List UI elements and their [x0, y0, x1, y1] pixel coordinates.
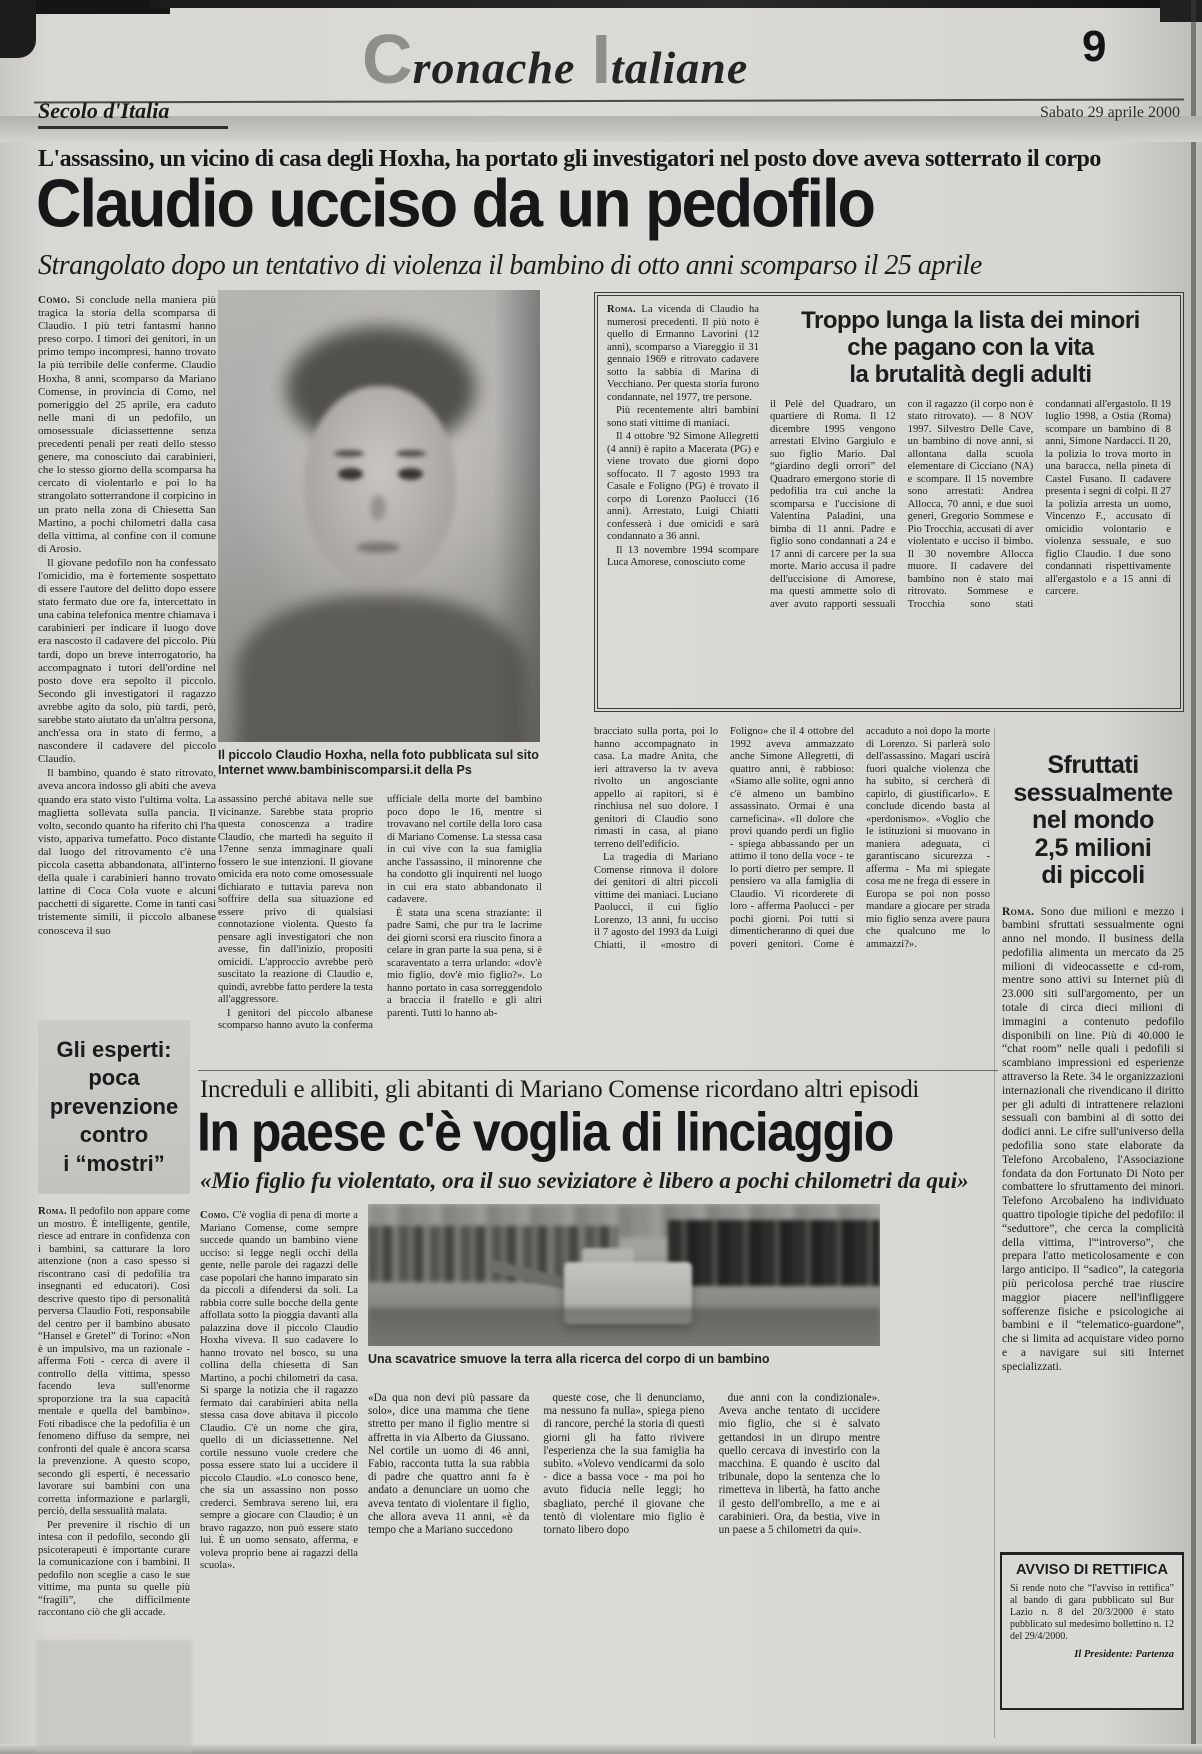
lead-subhead: Strangolato dopo un tentativo di violenza il bambino di otto anni scomparso il 25 aprile — [38, 250, 982, 281]
dateline: Roma. — [1002, 905, 1035, 918]
article-paragraph — [38, 294, 216, 556]
box-column-1 — [607, 304, 759, 700]
notice-body: Si rende noto che “l'avviso in rettifica” al bando di gara pubblicato sul Bur Lazio n. 8 del 20/3/2000 è stato pubblicato sul medesimo bollettino n. 12 del 29/4/2000. — [1010, 1583, 1174, 1642]
lead-article-column-1 — [38, 294, 216, 1006]
dateline: Como. — [200, 1210, 230, 1221]
scan-artifact — [150, 0, 1202, 8]
victim-photo — [218, 290, 540, 742]
article-paragraph: I genitori del piccolo albanese scomparso hanno avuto la conferma ufficiale della morte del bambino poco dopo le 16, mentre si trovavano nel cortile della loro casa di Mariano Comense. La stessa casa in cui vive con la sua famiglia anche l'assassino, il minorenne che ha condotto gli inquirenti nel luogo in cui era stato abbandonato il cadavere. — [218, 794, 542, 1031]
article-paragraph: bracciato sulla porta, poi lo hanno accompagnato in casa. La madre Anita, che ieri attraverso la tv aveva rivolto un angosciante appello ai rapitori, si è rinchiusa nel suo dolore. I genitori di Claudio sono rimasti in casa, al piano terreno dell'edificio. — [594, 726, 718, 850]
section-divider-rule — [198, 1070, 998, 1071]
photo-shadow — [494, 290, 540, 742]
paragraph-text: Il pedofilo non appare come un mostro. È intelligente, gentile, riesce ad entrare in confidenza con i bambini, sa catturare la loro attenzione (non a caso spesso si riscontrano casi di pedofilia tra insegnanti ed educatori). Così descrive questo tipo di personalità perversa Claudio Foti, responsabile del centro per il bambino abusato “Hansel e Gretel” di Torino: «Non è un impulsivo, ma un razionale - afferma Foti - cerca di avere il controllo della vittima, spesso facendo leva sull'enorme sproporzione tra la sua capacità mentale e quella del bambino». Foti ribadisce che la pedofilia è un fenomeno diffuso da sempre, nei confronti del quale è ancora scarsa la prevenzione. A questo scopo, secondo gli esperti, è necessario lavorare sui bambini con una corretta informazione e parlargli, perciò, della sessualità malata. — [38, 1206, 190, 1517]
scan-artifact — [1191, 0, 1196, 1754]
box-right-area — [770, 304, 1171, 700]
article-paragraph: due anni con la condizionale». Aveva anche tentato di uccidere mio figlio, che si è salvato gettandosi in un dirupo mentre quello cercava di investirlo con la macchina. E quando è uscito dal tribunale, dopo la sentenza che lo rimetteva in libertà, ha fatto anche il gesto dell'ombrello, a me e ai carabinieri. Ora, da bestia, vive in un paese a 5 chilometri da qui». — [718, 1392, 880, 1537]
section-title-word2: taliane — [610, 42, 749, 93]
article-paragraph: «Da qua non devi più passare da solo», dice una mamma che tiene stretto per mano il figlio mentre si affretta in via Alberto da Giussano. Nel cortile un uomo di 46 anni, Fabio, racconta tutta la sua rabbia di padre che quattro anni fa è andato a denunciare un uomo che aveva tentato di violentare il figlio, che allora aveva 11 anni, «è da tempo che a Mariano succedono — [368, 1392, 530, 1537]
excavator-photo — [368, 1204, 880, 1346]
section-title-word1: ronache — [412, 42, 576, 93]
box-headline-line: la brutalità degli adulti — [849, 360, 1092, 388]
article-paragraph — [200, 1210, 358, 1573]
column-rule — [994, 728, 995, 1738]
ground-shape — [368, 1308, 880, 1346]
article-paragraph: Il bambino, quando è stato ritrovato, aveva ancora indosso gli abiti che aveva quando era stato visto l'ultima volta. La maglietta sollevata sulla pancia. Il volto, secondo quanto ha riferito chi l'ha visto, appariva tumefatto. Poco distante dal luogo del ritrovamento c'è una piccola casetta abbandonata, all'interno della quale i carabinieri hanno trovato lattine di Coca Cola vuote e alcuni pacchetti di sigarette. Come in tanti casi tristemente simili, il piccolo albanese conosceva il suo — [38, 767, 216, 937]
experts-title-line: poca — [88, 1065, 140, 1091]
article-paragraph: assassino perché abitava nelle sue vicinanze. Sarebbe stata proprio questa conoscenza a tradire Claudio, che martedì ha seguito il 17enne senza immaginare quali fossero le sue intenzioni. Il giovane omicida era noto come omosessuale dichiarato e tuttavia pareva non soffrire della sua situazione ed essere privo di qualsiasi connotazione violenta. Questo fa pensare agli investigatori che non avesse, fin dall'inizio, propositi omicidi. L'approccio avrebbe però suscitato la reazione di Claudio e, quindi, avrebbe fatto perdere la testa all'aggressore. — [218, 794, 373, 1005]
experts-title-line: Gli esperti: — [56, 1036, 172, 1062]
box-body-columns — [770, 399, 1171, 700]
boy-face-shape — [304, 386, 456, 584]
paragraph-text: La vicenda di Claudio ha numerosi precedenti. Il più noto è quello di Ermanno Lavorini (12 anni), scomparso a Viareggio il 31 gennaio 1969 e ritrovato cadavere sotto la sabbia di Marina di Vecchiano. Per questa storia furono condannate, nel 1977, tre persone. — [607, 304, 759, 403]
victim-photo-caption: Il piccolo Claudio Hoxha, nella foto pubblicata sul sito Internet www.bambiniscomparsi.it della Ps — [218, 748, 539, 777]
experts-box-title — [38, 1020, 190, 1194]
article-paragraph: La tragedia di Mariano Comense rinnova il dolore dei genitori di altri piccoli vittime dei maniaci. Luciano Paolucci, il cui figlio Lorenzo, 13 anni, fu ucciso il 7 agosto del 1993 da Luigi Chiatti, il «mostro di Foligno» che il 4 ottobre del 1992 aveva ammazzato anche Simone Allegretti, di quattro anni, è rabbioso: «Siamo alle solite, ogni anno c'è almeno un bambino assassinato. Ormai è una carneficina». «Il dolore che provi quando perdi un figlio - spiega abbassando per un attimo il tono della voce - te lo porti dietro per sempre. Il pensiero va alla famiglia di Claudio. Vi ricorderete di loro - afferma Paolucci - per pochi giorni. Poi tutti si dimenticheranno di quei due poveri genitori. Come è accaduto a noi dopo la morte di Lorenzo. Si parlerà solo dell'assassino. Magari uscirà fuori qualche violenza che ha subìto, si cercherà di capirlo, di giustificarlo». E conclude dicendo basta al «perdonismo». «Voglio che le istituzioni si muovano in maniera adeguata, ci garantiscano sicurezza - afferma - Ma mi spiegate cosa me ne frega di essere in Europa se poi non posso mandare a giocare per strada mio figlio senza avere paura che qualcuno me lo ammazzi?». — [594, 726, 990, 951]
sidebar-title-line: sessualmente — [1013, 778, 1173, 807]
article-paragraph: Il giovane pedofilo non ha confessato l'omicidio, ma è fortemente sospettato di essere l'autore del delitto dopo essere stato fermato due ore fa, intercettato in una cabina telefonica mentre chiamava i carabinieri per indicare il luogo dove era nascosto il cadavere del piccolo. Più tardi, dopo un breve interrogatorio, ha accompagnato i tutori dell'ordine nel posto dove era sepolto il piccolo. Secondo gli investigatori il ragazzo avrebbe agito da solo, più tardi, però, sarebbe stato aiutato da un'altra persona, anch'essa ora in stato di fermo, a nascondere il cadavere del piccolo Claudio. — [38, 556, 216, 766]
boy-eyebrow-shape — [396, 450, 426, 457]
section-title-initial-c: C — [362, 20, 413, 98]
article-paragraph: Più recentemente altri bambini sono stati vittime di maniaci. — [607, 405, 759, 429]
dateline: Como. — [38, 294, 71, 306]
paragraph-text: Sono due milioni e mezzo i bambini sfruttati sessualmente ogni anno nel mondo. Il business della pedofilia alimenta un mercato da 25 milioni di videocassette e cd-rom, mentre sono attivi su Internet più di 23.000 siti sull'argomento, per un totale di circa dieci milioni di immagini a contenuto pedofilo disponibili on line. Più di 40.000 le “chat room” nelle quali i pedofili si scambiano impressioni ed esperienze attraverso la Rete. 34 le organizzazioni internazionali che rivendicano il diritto per gli adulti di intrattenere relazioni sessuali con bambini al di sotto dei dodici anni. Le cifre sull'universo della pedofilia sono state elaborate da Telefono Arcobaleno, l'Associazione fondata da don Fortunato Di Noto per combattere lo sfruttamento dei minori. Telefono Arcobaleno ha individuato quattro tipologie tipiche del pedofilo: il “seduttore”, che cerca la complicità della vittima, l'“introverso”, che prepara l'atto meticolosamente e con largo anticipo. Il “sadico”, la categoria più pericolosa perché trae riuscire maggior piacere nell'infliggere sofferenze fisiche e psicologiche ai bambini e il “telematico-guardone”, che si limita ad acquistare video porno e a navigare sui siti Internet specializzati. — [1002, 905, 1184, 1373]
experts-title-line: contro — [79, 1122, 149, 1148]
sidebar-title-line: 2,5 milioni — [1034, 833, 1152, 862]
paper-nameplate: Secolo d'Italia — [38, 98, 170, 123]
article-paragraph: È stata una scena straziante: il padre Sami, che pur tra le lacrime dei giorni scorsi era riuscito finora a celare in gran parte la sua pena, si è scaraventato a terra urlando: «dov'è mio figlio, dov'è mio figlio?». Lo hanno portato in casa sorreggendolo a braccia il fratello e gli altri parenti. Tutti lo hanno ab- — [387, 907, 542, 1019]
box-headline-line: che pagano con la vita — [847, 333, 1094, 361]
experts-title-line: prevenzione — [49, 1093, 179, 1119]
rectification-notice — [1000, 1552, 1184, 1710]
second-subhead: «Mio figlio fu violentato, ora il suo seviziatore è libero a pochi chilometri da qui» — [200, 1168, 969, 1193]
lead-article-columns-4-6 — [594, 726, 990, 1068]
boy-mouth-shape — [356, 542, 400, 553]
sidebar-body — [1002, 906, 1184, 1516]
sidebar-title — [1002, 752, 1184, 890]
scan-smudge — [36, 1640, 192, 1752]
box-headline-line: Troppo lunga la lista dei minori — [801, 307, 1140, 334]
paragraph-text: Si conclude nella maniera più tragica la storia della scomparsa di Claudio. I più tetri fantasmi hanno preso corpo. I timori dei genitori, in un primo tempo incompresi, hanno trovato la più terribile delle conferme. Claudio Hoxha, 8 anni, scomparso da Mariano Comense, in provincia di Como, nel pomeriggio del 25 aprile, era caduto nelle mani di un pedofilo, un omosessuale diciassettenne senza precedenti penali per reati dello stesso genere, ma conosciuto dai carabinieri, che lo stesso giorno della scomparsa ha cercato di violentarlo e poi lo ha strangolato sotterrandone il corpicino in un prato nella zona di Chiesetta San Martino, a pochi chilometri dalla casa della vittima, al confine con il comune di Arosio. — [38, 294, 216, 555]
sidebar-title-line: nel mondo — [1032, 806, 1154, 834]
page-number: 9 — [1082, 22, 1107, 71]
article-paragraph: Per prevenire il rischio di un intesa con il pedofilo, secondo gli psicoterapeuti è importante curare la comunicazione con i bambini. Il pedofilo non sceglie a caso le sue vittime, ma punta su quelle più “fragili”, che difficilmente raccontano ciò che gli accade. — [38, 1519, 190, 1618]
notice-signature: Il Presidente: Partenza — [1074, 1649, 1174, 1660]
minors-list-box — [594, 292, 1184, 712]
police-row-shape — [668, 1220, 880, 1286]
lead-kicker: L'assassino, un vicino di casa degli Hoxha, ha portato gli investigatori nel posto dove aveva sotterrato il corpo — [38, 146, 1101, 172]
section-title-initial-i: I — [591, 20, 611, 98]
boy-eyebrow-shape — [334, 450, 364, 457]
second-article-columns-2-4 — [368, 1392, 880, 1750]
sidebar-title-line: di piccoli — [1041, 861, 1145, 889]
section-title — [362, 20, 1022, 98]
notice-title: AVVISO DI RETTIFICA — [1016, 1562, 1168, 1578]
edition-date: Sabato 29 aprile 2000 — [1040, 104, 1180, 121]
dateline: Roma. — [607, 304, 636, 315]
article-paragraph: il Pelè del Quadraro, un quartiere di Roma. Il 12 dicembre 1995 vengono arrestati Elvino Gargiulo e suo figlio Mario. Dal “giardino degli orrori” del Quadraro emergono storie di pedofilia tra cui anche la scomparsa e l'uccisione di Valentina Paladini, una bimba di 11 anni. Padre e figlio sono condannati a 24 e 17 anni di carcere per la sua morte. Mario accusa il padre dell'uccisione di Amorese, ma questi ammette solo di aver avuto rapporti sessuali con il ragazzo (il corpo non è stato ritrovato). — 8 NOV 1997. Silvestro Delle Cave, un bambino di nove anni, si allontana dalla scuola elementare di Cicciano (NA) e scompare. Il 15 novembre sono arrestati: Andrea Allocca, 70 anni, e due suoi generi, Gregorio Sommese e Pio Trocchia, accusati di aver violentato e ucciso il bimbo. Il 30 novembre Allocca muore. Il cadavere del bambino non è stato mai ritrovato. Sommese e Trocchia sono stati condannati all'ergastolo. Il 19 luglio 1998, a Ostia (Roma) scompare un bambino di 8 anni, Simone Nardacci. Il 20, la polizia lo trova morto in una baracca, nella pineta di Castel Fusano. Il cadavere presenta i segni di colpi. Il 27 la polizia arresta un uomo, Vincenzo F., accusato di omicidio volontario e violenza sessuale, e suo figlio Claudio. I due sono condannati rispettivamente all'ergastolo e a 15 anni di carcere. — [770, 398, 1171, 610]
paragraph-text: C'è voglia di pena di morte a Mariano Comense, come sempre succede quando un bambino viene ucciso: si legge negli occhi della gente, nelle parole dei ragazzi delle case popolari che hanno imparato sin da piccoli a difendersi da soli. La rabbia corre sulle bocche della gente affollata sotto la pioggia davanti alla palazzina dove il piccolo Claudio Hoxha viveva. Il suo cadavere lo hanno trovato nel bosco, su una collina della chiesetta di San Martino, a pochi chilometri da casa. Si sparge la notizia che il ragazzo fermato dai carabinieri abita nella stessa casa dove abitava il piccolo Claudio. C'è un nome che gira, quello di un diciassettenne. Nel cortile nessuno vuole credere che possa essere stato lui a uccidere il piccolo Claudio. «Lo conosco bene, che sia un assassino non posso crederci. Sembrava sereno lui, era sempre a giocare con Claudio; è un bravo ragazzo, non può essere stato lui. È un uomo sensato, afferma, e voleva proprio bene ai ragazzi della scuola». — [200, 1210, 358, 1571]
box-headline — [770, 308, 1171, 389]
lead-article-columns-2-3 — [218, 794, 542, 1066]
boy-nose-shape — [370, 495, 386, 521]
experts-title-line: i “mostri” — [63, 1150, 165, 1176]
article-paragraph: Il 4 ottobre '92 Simone Allegretti (4 anni) è rapito a Macerata (PG) e viene trovato due giorni dopo soffocato. Il 7 agosto 1993 tra Casale e Foligno (PG) è trovato il corpo di Lorenzo Paolucci (16 anni). Arrestato, Luigi Chiatti confesserà i due omicidi e sarà condannato a 36 anni. — [607, 431, 759, 542]
exploitation-sidebar — [1002, 726, 1184, 1538]
article-paragraph: queste cose, che li denunciamo, ma nessuno fa nulla», spiega pieno di rancore, perché la storia di questi giorni gli ha fatto rivivere l'esperienza che la sua famiglia ha subìto. «Volevo vendicarmi da solo - dice a bassa voce - ma poi ho avuto fiducia nelle leggi; ho sbagliato, perché il giovane che tentò di violentare mio figlio è tornato libero dopo — [543, 1392, 705, 1537]
dateline: Roma. — [38, 1206, 67, 1217]
article-paragraph: Il 13 novembre 1994 scompare Luca Amorese, conosciuto come — [607, 544, 759, 568]
scan-artifact — [0, 0, 36, 58]
masthead-rule — [34, 98, 1184, 103]
sidebar-title-line: Sfruttati — [1047, 751, 1139, 779]
article-paragraph — [607, 304, 759, 404]
second-article-column-1 — [200, 1210, 358, 1752]
boy-eye-shape — [338, 468, 363, 480]
boy-eye-shape — [398, 468, 423, 480]
article-paragraph — [1002, 906, 1184, 1375]
boy-shirt-shape — [236, 595, 526, 742]
article-paragraph — [38, 1206, 190, 1519]
nameplate-underline — [38, 126, 228, 129]
lead-headline: Claudio ucciso da un pedofilo — [36, 165, 875, 242]
excavator-photo-caption: Una scavatrice smuove la terra alla ricerca del corpo di un bambino — [368, 1352, 770, 1366]
second-headline: In paese c'è voglia di linciaggio — [197, 1101, 893, 1163]
second-kicker: Increduli e allibiti, gli abitanti di Mariano Comense ricordano altri episodi — [200, 1076, 920, 1103]
